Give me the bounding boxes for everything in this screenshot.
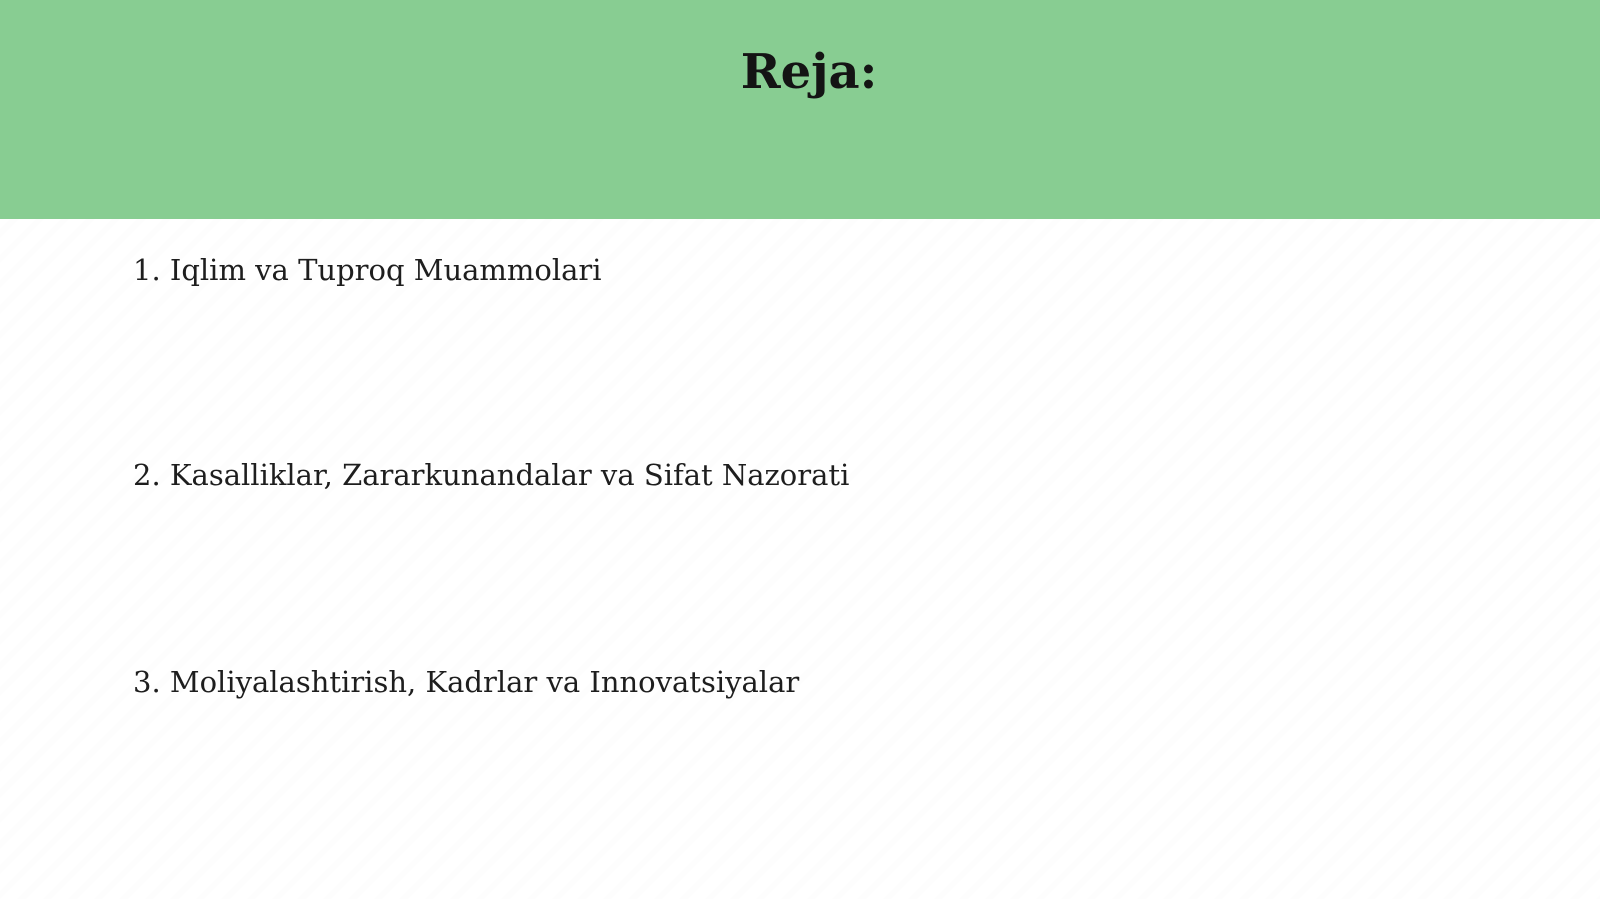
slide-title: Reja: — [740, 44, 878, 100]
title-header-band — [0, 0, 1600, 219]
plan-item-2: 2. Kasalliklar, Zararkunandalar va Sifat Nazorati — [133, 458, 850, 492]
plan-item-3: 3. Moliyalashtirish, Kadrlar va Innovatsiyalar — [133, 665, 800, 699]
plan-item-1: 1. Iqlim va Tuproq Muammolari — [133, 253, 602, 287]
